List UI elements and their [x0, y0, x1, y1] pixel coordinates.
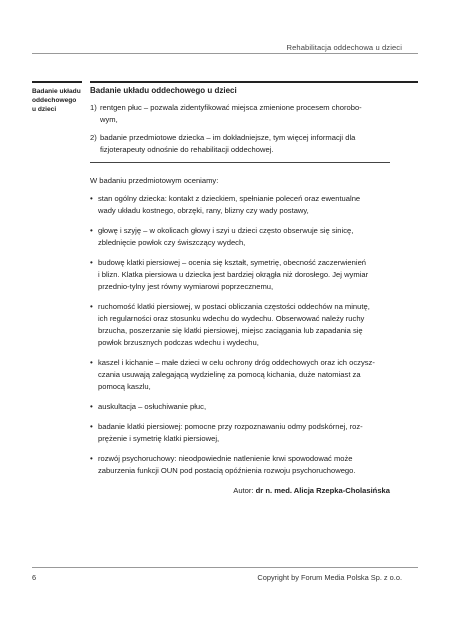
bullet-icon: • [90, 454, 93, 463]
bullet-icon: • [90, 194, 93, 203]
intro-text: W badaniu przedmiotowym oceniamy: [90, 176, 219, 185]
item-line: fizjoterapeuty odnośnie do rehabilitacji oddechowej. [100, 145, 274, 154]
page-number: 6 [32, 573, 37, 582]
sidebar-label [32, 87, 84, 114]
bullet-item [90, 453, 390, 477]
bullet-icon: • [90, 402, 93, 411]
bullet-line: auskultacja – osłuchiwanie płuc, [98, 402, 207, 411]
numbered-item [90, 132, 390, 156]
copyright-text: Copyright by Forum Media Polska Sp. z o.o. [257, 573, 402, 582]
bullet-line: ruchomość klatki piersiowej, w postaci obliczania częstości oddechów na minutę, [98, 302, 370, 311]
bullet-line: powłok brzusznych podczas wdechu i wydechu, [98, 338, 259, 347]
bullet-line: budowę klatki piersiowej – ocenia się kształt, symetrię, obecność zaczerwienień [98, 258, 367, 267]
bullet-line: badanie klatki piersiowej: pomocne przy rozpoznawaniu odmy podskórnej, roz- [98, 422, 363, 431]
bullet-line: i blizn. Klatka piersiowa u dziecka jest bardziej okrągła niż dorosłego. Jej wymiar [98, 270, 369, 279]
bullet-icon: • [90, 258, 93, 267]
sidebar-line: Badanie układu [32, 88, 81, 95]
footer-rule [32, 567, 418, 568]
bullet-item [90, 193, 390, 217]
bullet-item [90, 357, 390, 393]
bullet-line: pomocą kaszlu, [98, 382, 151, 391]
author-line [90, 485, 390, 497]
bullet-line: kaszel i kichanie – małe dzieci w celu ochrony dróg oddechowych oraz ich oczysz- [98, 358, 375, 367]
running-header-title: Rehabilitacja oddechowa u dzieci [286, 43, 402, 52]
main-content [90, 85, 390, 497]
item-marker: 2) [90, 133, 97, 142]
bullet-item [90, 301, 390, 349]
bullet-line: zaburzenia funkcji OUN pod postacią opóźnienia rozwoju psychoruchowego. [98, 466, 356, 475]
section-rule [90, 81, 418, 83]
sidebar-rule [32, 81, 82, 83]
item-marker: 1) [90, 103, 97, 112]
bullet-icon: • [90, 422, 93, 431]
bullet-line: stan ogólny dziecka: kontakt z dzieckiem, spełnianie poleceń oraz ewentualne [98, 194, 361, 203]
section-title: Badanie układu oddechowego u dzieci [90, 86, 237, 95]
divider [90, 162, 390, 163]
bullet-item [90, 421, 390, 445]
author-name: dr n. med. Alicja Rzepka-Cholasińska [255, 486, 390, 495]
author-prefix: Autor: [233, 486, 254, 495]
sidebar-line: u dzieci [32, 106, 57, 113]
bullet-line: czania usuwają zalegającą wydzielinę za pomocą kichania, duże natomiast za [98, 370, 361, 379]
item-line: wym, [100, 115, 118, 124]
bullet-line: wady układu kostnego, obrzęki, rany, blizny czy wady postawy, [98, 206, 309, 215]
bullet-line: przednio-tylny jest równy wymiarowi poprzecznemu, [98, 282, 274, 291]
bullet-line: głowę i szyję – w okolicach głowy i szyi u dzieci często obserwuje się sinicę, [98, 226, 354, 235]
bullet-icon: • [90, 358, 93, 367]
bullet-line: brzucha, poszerzanie się klatki piersiowej, miejsc zaciągania lub zapadania się [98, 326, 363, 335]
sidebar-line: oddechowego [32, 97, 77, 104]
item-line: badanie przedmiotowe dziecka – im dokładniejsze, tym więcej informacji dla [100, 133, 356, 142]
bullet-line: prężenie i symetrię klatki piersiowej, [98, 434, 220, 443]
bullet-icon: • [90, 226, 93, 235]
bullet-line: ich regularności oraz stosunku wdechu do wydechu. Obserwować należy ruchy [98, 314, 365, 323]
bullet-icon: • [90, 302, 93, 311]
bullet-line: zblednięcie powłok czy świszczący wydech, [98, 238, 246, 247]
bullet-item [90, 401, 390, 413]
bullet-line: rozwój psychoruchowy: nieodpowiednie natlenienie krwi spowodować może [98, 454, 353, 463]
numbered-item [90, 102, 390, 126]
bullet-item [90, 257, 390, 293]
bullet-item [90, 225, 390, 249]
item-line: rentgen płuc – pozwala zidentyfikować miejsca zmienione procesem chorobo- [100, 103, 362, 112]
header-rule [32, 53, 418, 54]
